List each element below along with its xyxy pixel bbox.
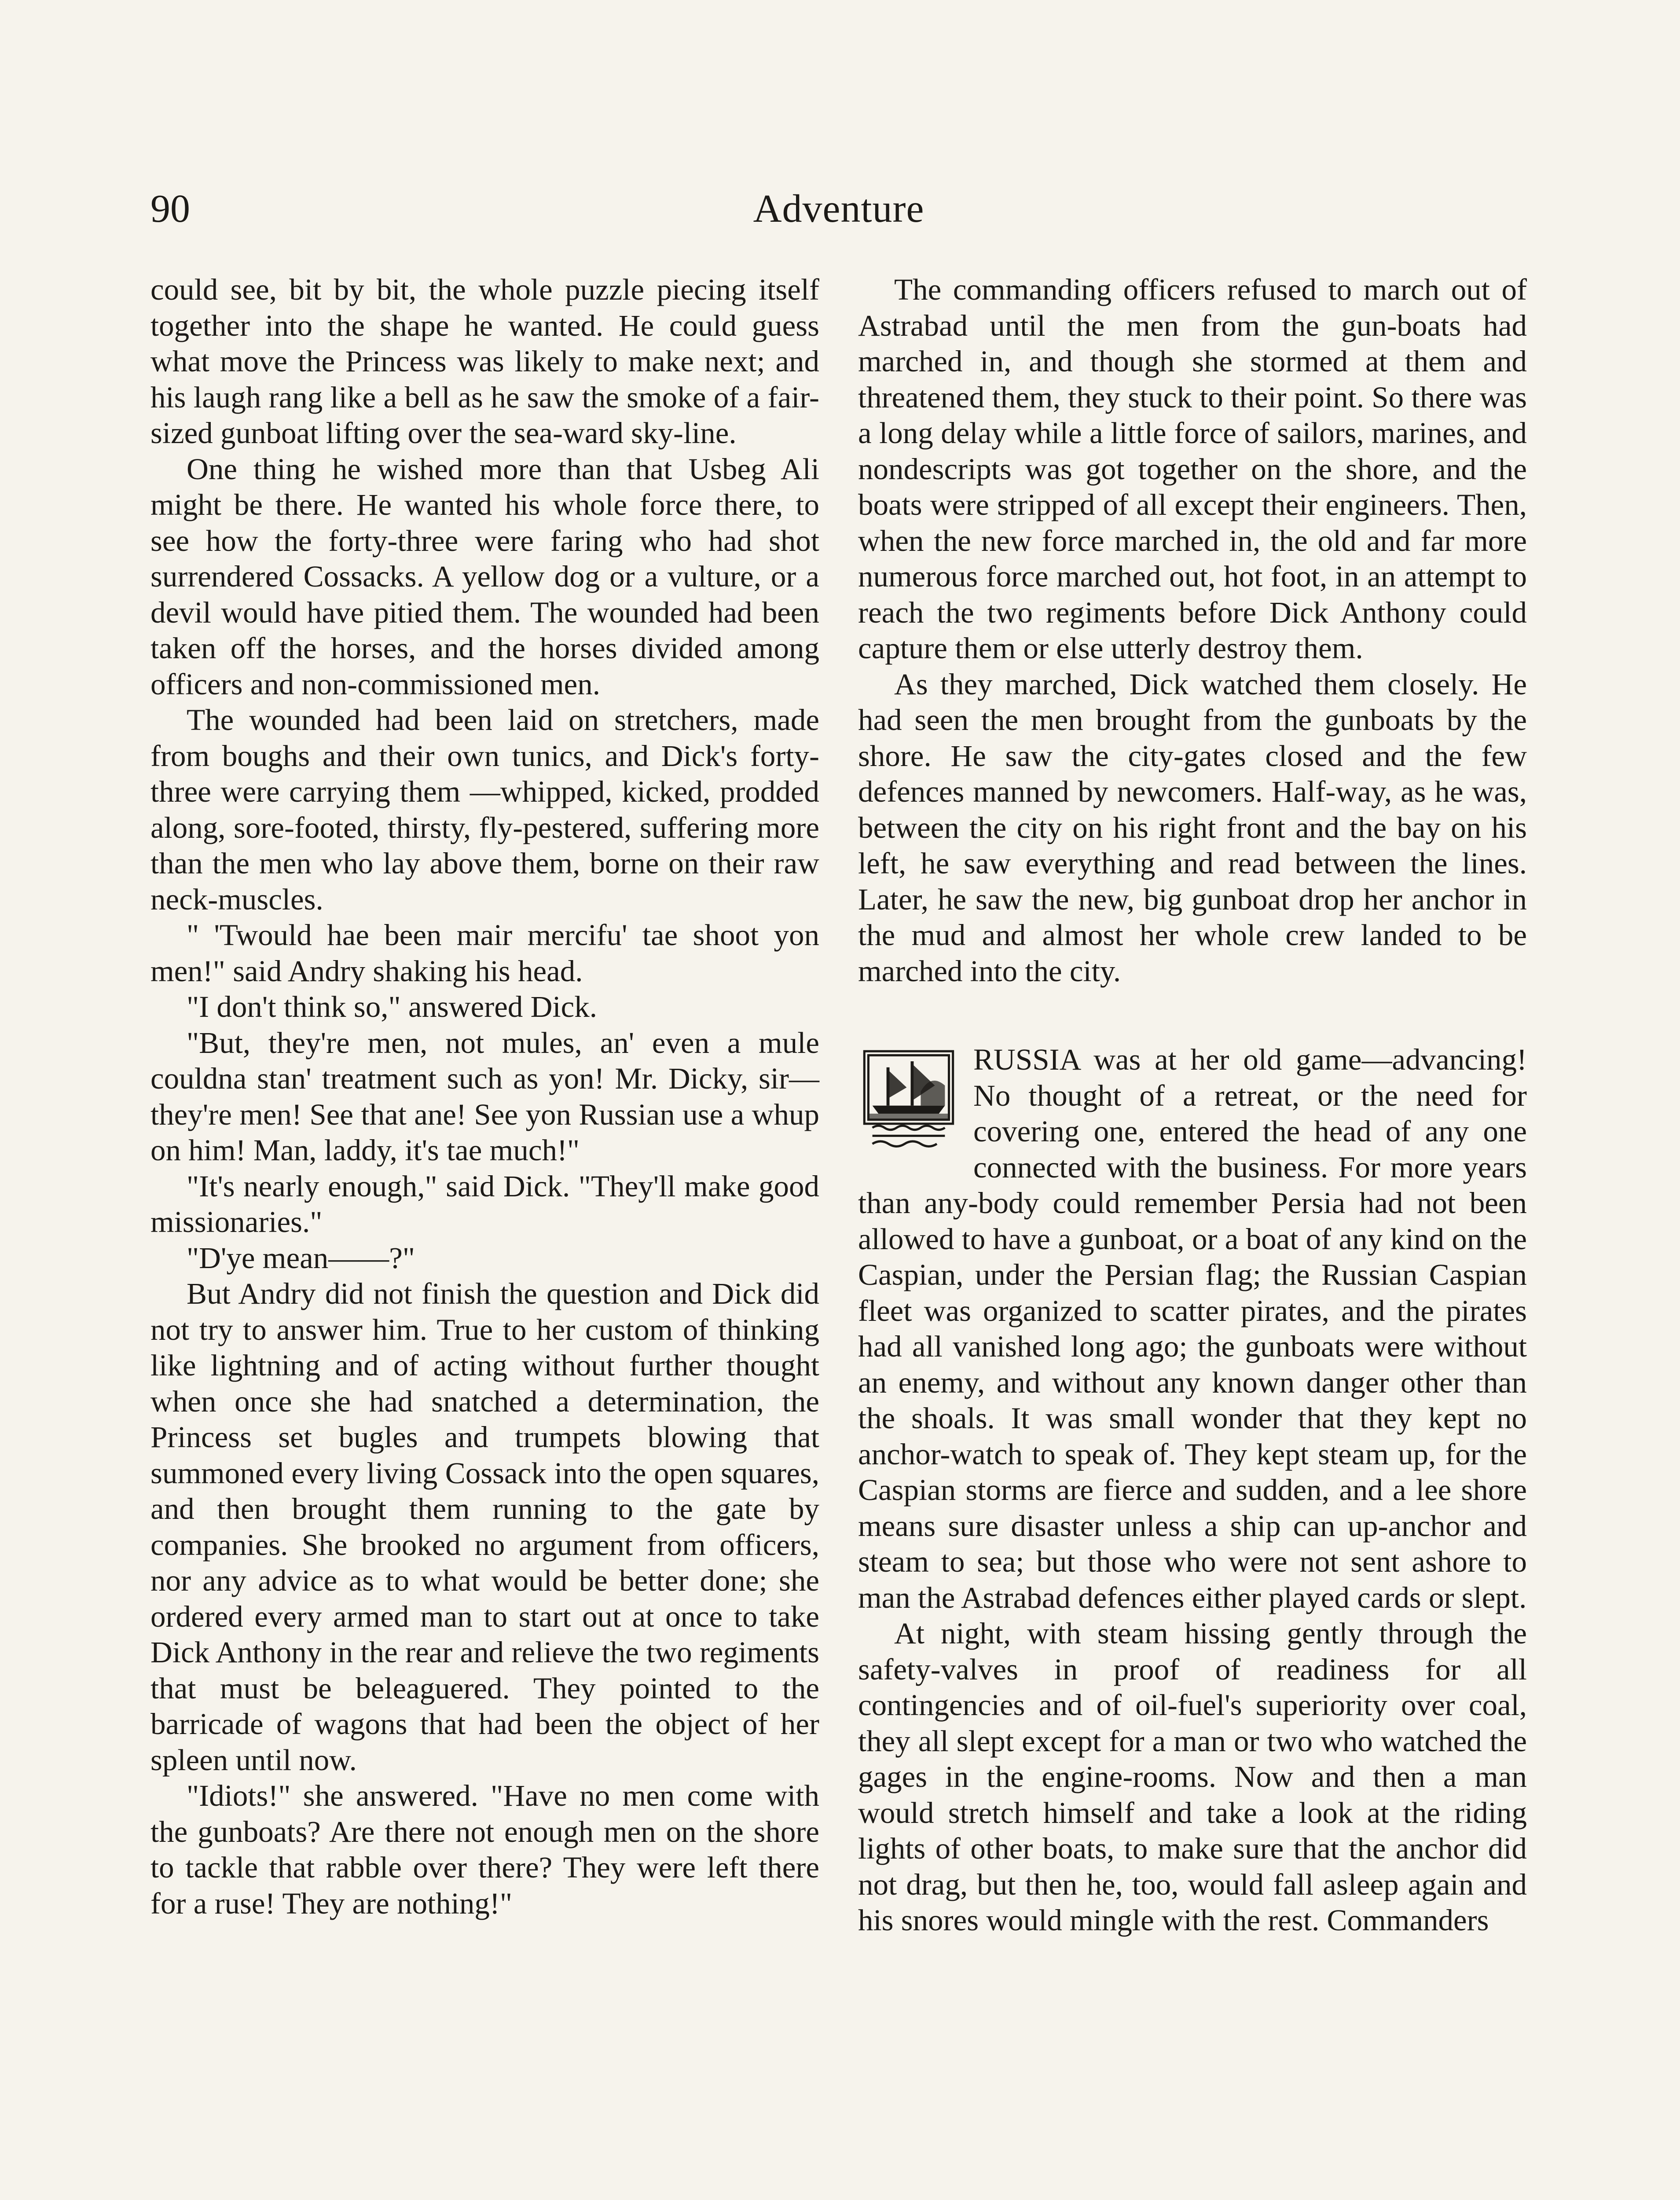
paragraph: But Andry did not finish the question and Dick did not try to answer him. True to her custom of thinking like lightning and of acting without further thought when once she had snatched a determination, the Princess set bugles and trumpets blowing that summoned every living Cossack into the open squares, and then brought them running to the gate by companies. She brooked no argument from officers, nor any advice as to what would be better done; she ordered every armed man to start out at once to take Dick Anthony in the rear and relieve the two regiments that must be beleaguered. They pointed to the barricade of wagons that had been the object of her spleen until now. bbox=[150, 1277, 819, 1777]
paragraph: " 'Twould hae been mair mercifu' tae shoot yon men!" said Andry shaking his head. bbox=[150, 918, 819, 988]
paragraph: One thing he wished more than that Usbeg Ali might be there. He wanted his whole force there, to see how the forty-three were faring who had shot surrendered Cossacks. A yellow dog or a vulture, or a devil would have pitied them. The wounded had been taken off the horses, and the horses divided among officers and non-commissioned men. bbox=[150, 452, 819, 701]
paragraph: could see, bit by bit, the whole puzzle piecing itself together into the shape he wanted. He could guess what move the Princess was likely to make next; and his laugh rang like a bell as he saw the smoke of a fair-sized gunboat lifting over the sea-ward sky-line. bbox=[150, 273, 819, 450]
ship-illustration bbox=[858, 1047, 959, 1152]
paragraph: At night, with steam hissing gently through the safety-valves in proof of readiness for all contingencies and of oil-fuel's superiority over coal, they all slept except for a man or two who watched the gages in the engine-rooms. Now and then a man would stretch himself and take a look at the riding lights of other boats, to make sure that the anchor did not drag, but then he, too, would fall asleep again and his snores would mingle with the rest. Commanders bbox=[858, 1617, 1527, 1937]
right-column bbox=[858, 272, 1527, 1939]
running-title: Adventure bbox=[753, 187, 924, 231]
paragraph: "It's nearly enough," said Dick. "They'll make good missionaries." bbox=[150, 1169, 819, 1239]
paragraph: "But, they're men, not mules, an' even a mule couldna stan' treatment such as yon! Mr. Dicky, sir—they're men! See that ane! See yon Russian use a whup on him! Man, laddy, it's tae much!" bbox=[150, 1026, 819, 1167]
page-header bbox=[150, 185, 1527, 233]
paragraph: The commanding officers refused to march out of Astrabad until the men from the gun-boats had marched in, and though she stormed at them and threatened them, they stuck to their point. So there was a long delay while a little force of sailors, marines, and nondescripts was got together on the shore, and the boats were stripped of all except their engineers. Then, when the new force marched in, the old and far more numerous force marched out, hot foot, in an attempt to reach the two regiments before Dick Anthony could capture them or else utterly destroy them. bbox=[858, 273, 1527, 665]
left-column bbox=[150, 272, 819, 1921]
paragraph: "Idiots!" she answered. "Have no men come with the gunboats? Are there not enough men on the shore to tackle that rabble over there? They were left there for a ruse! They are nothing!" bbox=[150, 1779, 819, 1920]
paragraph: The wounded had been laid on stretchers, made from boughs and their own tunics, and Dick's forty-three were carrying them —whipped, kicked, prodded along, sore-footed, thirsty, fly-pestered, suffering more than the men who lay above them, borne on their raw neck-muscles. bbox=[150, 703, 819, 916]
paragraph: "D'ye mean——?" bbox=[187, 1241, 415, 1275]
decorative-initial-ship-icon bbox=[858, 1047, 959, 1152]
page-number: 90 bbox=[150, 187, 190, 231]
paragraph: "I don't think so," answered Dick. bbox=[187, 990, 598, 1023]
paragraph: RUSSIA was at her old game—advancing! No thought of a retreat, or the need for covering one, entered the head of any one connected with the business. For more years than any-body could remember Persia had not been allowed to have a gunboat, or a boat of any kind on the Caspian, under the Persian flag; the Russian Caspian fleet was organized to scatter pirates, and the pirates had all vanished long ago; the gunboats were without an enemy, and without any known danger other than the shoals. It was small wonder that they kept no anchor-watch to speak of. They kept steam up, for the Caspian storms are fierce and sudden, and a lee shore means sure disaster unless a ship can up-anchor and steam to sea; but those who were not sent ashore to man the Astrabad defences either played cards or slept. bbox=[858, 1043, 1527, 1614]
paragraph: As they marched, Dick watched them closely. He had seen the men brought from the gunboats by the shore. He saw the city-gates closed and the few defences manned by newcomers. Half-way, as he was, between the city on his right front and the bay on his left, he saw everything and read between the lines. Later, he saw the new, big gunboat drop her anchor in the mud and almost her whole crew landed to be marched into the city. bbox=[858, 667, 1527, 988]
section-break bbox=[858, 989, 1527, 1042]
